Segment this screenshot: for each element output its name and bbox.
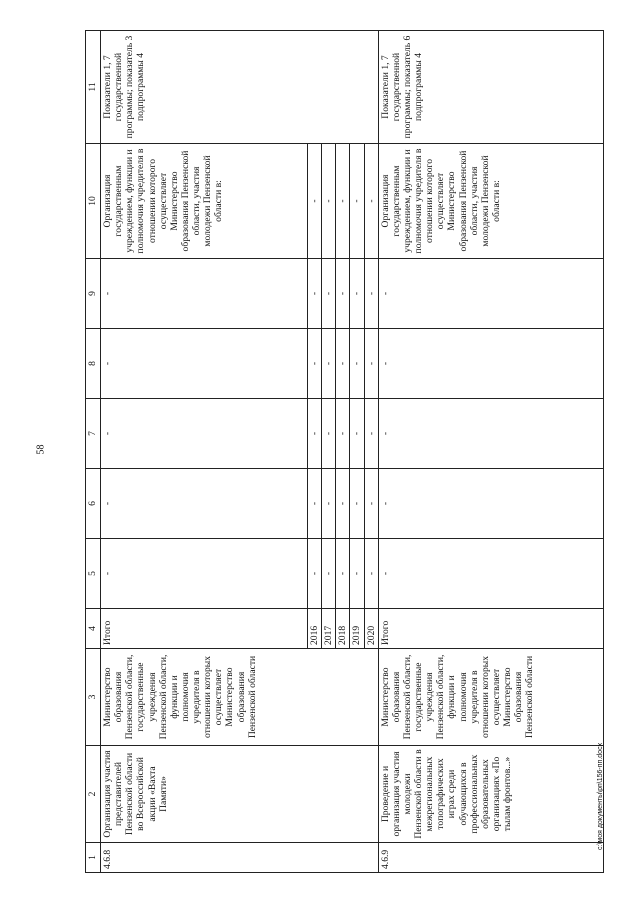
table-row	[101, 31, 308, 873]
header-cell: 8	[86, 329, 101, 399]
value-cell: -	[322, 144, 336, 259]
value-cell: -	[322, 399, 336, 469]
event-name: Организация участия представителей Пензенской области во Всероссийской акции «Вахта Памяти»	[101, 746, 379, 843]
value-cell: -	[364, 144, 378, 259]
value-cell: -	[101, 469, 308, 539]
event-name: Проведение и организация участия молодежи Пензенской области в межрегиональных топографических играх среди обучающихся в профессиональных образовательных организациях «По тылам фронтов...»	[378, 746, 603, 843]
value-cell: -	[350, 144, 364, 259]
value-cell: -	[378, 259, 603, 329]
value-cell: -	[308, 539, 322, 609]
value-cell: -	[336, 399, 350, 469]
value-cell: -	[308, 399, 322, 469]
value-cell: -	[101, 329, 308, 399]
value-cell: -	[308, 259, 322, 329]
value-cell: -	[336, 259, 350, 329]
value-cell: -	[350, 469, 364, 539]
value-cell: -	[378, 539, 603, 609]
header-cell: 4	[86, 609, 101, 649]
year-cell: 2018	[336, 609, 350, 649]
value-cell: -	[322, 259, 336, 329]
value-cell: -	[336, 539, 350, 609]
year-cell: 2019	[350, 609, 364, 649]
year-cell: 2020	[364, 609, 378, 649]
table-row	[378, 31, 603, 873]
value-cell: -	[350, 539, 364, 609]
header-cell: 2	[86, 746, 101, 843]
value-cell: -	[350, 399, 364, 469]
value-cell: -	[336, 469, 350, 539]
value-cell: -	[350, 329, 364, 399]
value-cell: -	[350, 259, 364, 329]
recipient: Организация государственным учреждением, функции и полномочия учредителя в отношении которого осуществляет Министерство образования Пензенской области, участия молодежи Пензенской области в:	[378, 144, 603, 259]
rotated-table-container	[85, 31, 595, 873]
value-cell: -	[336, 329, 350, 399]
executor: Министерство образования Пензенской области, государственные учреждения Пензенской области, функции и полномочия учредителя в отношении которых осуществляет Министерство образования Пензенской области	[378, 649, 603, 746]
total-label: Итого	[101, 609, 308, 649]
indicators: Показатели 1, 7 государственной программы; показатель 3 подпрограммы 4	[101, 31, 379, 144]
page-number: 58	[35, 444, 47, 455]
header-cell: 3	[86, 649, 101, 746]
row-number: 4.6.9	[378, 843, 603, 873]
header-cell: 10	[86, 144, 101, 259]
value-cell: -	[101, 259, 308, 329]
year-cell: 2017	[322, 609, 336, 649]
value-cell: -	[364, 469, 378, 539]
value-cell: -	[378, 469, 603, 539]
value-cell: -	[101, 399, 308, 469]
header-cell: 11	[86, 31, 101, 144]
row-number: 4.6.8	[101, 843, 379, 873]
value-cell: -	[322, 469, 336, 539]
value-cell: -	[364, 539, 378, 609]
value-cell: -	[308, 329, 322, 399]
header-cell: 7	[86, 399, 101, 469]
value-cell: -	[322, 329, 336, 399]
value-cell: -	[378, 399, 603, 469]
header-cell: 1	[86, 843, 101, 873]
header-cell: 5	[86, 539, 101, 609]
value-cell: -	[308, 144, 322, 259]
executor: Министерство образования Пензенской области, государственные учреждения Пензенской области, функции и полномочия учредителя в отношении которых осуществляет Министерство образования Пензенской области	[101, 649, 379, 746]
value-cell: -	[101, 539, 308, 609]
header-cell: 9	[86, 259, 101, 329]
total-label: Итого	[378, 609, 603, 649]
header-cell: 6	[86, 469, 101, 539]
footer-file-path: c:\моя документы\рп\156-пп.docx	[597, 742, 604, 850]
year-cell: 2016	[308, 609, 322, 649]
header-row	[86, 31, 101, 873]
program-table	[85, 30, 604, 873]
recipient: Организация государственным учреждением, функции и полномочия учредителя в отношении которого осуществляет Министерство образования Пензенской области, участия молодежи Пензенской области в:	[101, 144, 308, 259]
value-cell: -	[322, 539, 336, 609]
value-cell: -	[364, 259, 378, 329]
value-cell: -	[336, 144, 350, 259]
indicators: Показатели 1, 7 государственной программы; показатель 6 подпрограммы 4	[378, 31, 603, 144]
value-cell: -	[378, 329, 603, 399]
value-cell: -	[364, 399, 378, 469]
value-cell: -	[308, 469, 322, 539]
value-cell: -	[364, 329, 378, 399]
